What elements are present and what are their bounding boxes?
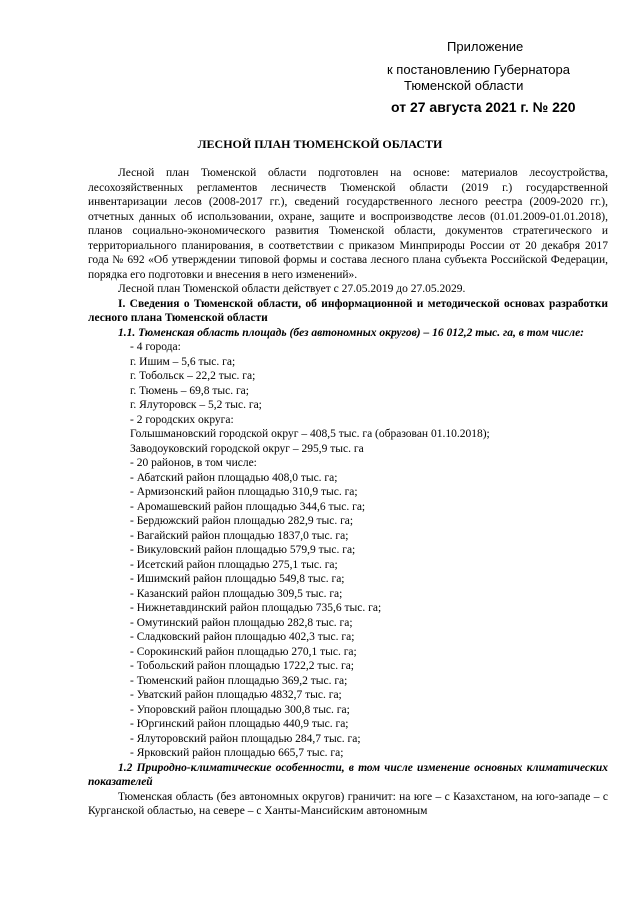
section-1-heading: I. Сведения о Тюменской области, об информационной и методической основах разработки лесного плана Тюменской области xyxy=(88,297,608,324)
intro-paragraph-validity: Лесной план Тюменской области действует с 27.05.2019 до 27.05.2029. xyxy=(118,283,466,295)
urban-districts-header: - 2 городских округа: xyxy=(130,413,234,426)
urban-district-item: Заводоуковский городской округ – 295,9 тыс. га xyxy=(130,442,364,455)
region-item: - Исетский район площадью 275,1 тыс. га; xyxy=(130,558,338,571)
city-item: г. Тюмень – 69,8 тыс. га; xyxy=(130,384,249,397)
city-item: г. Тобольск – 22,2 тыс. га; xyxy=(130,370,256,382)
region-item: - Армизонский район площадью 310,9 тыс. га; xyxy=(130,486,358,498)
document-body xyxy=(88,166,608,819)
region-item: - Сорокинский район площадью 270,1 тыс. га; xyxy=(130,645,357,658)
annex-region: Тюменской области xyxy=(404,78,524,93)
regions-header: - 20 районов, в том числе: xyxy=(130,457,257,469)
borders-paragraph: Тюменская область (без автономных округов) граничит: на юге – с Казахстаном, на юго-западе – с Курганской областью, на севере – с Ханты-Мансийским автономным xyxy=(88,790,608,817)
region-item: - Тобольский район площадью 1722,2 тыс. га; xyxy=(130,660,354,672)
region-item: - Ярковский район площадью 665,7 тыс. га; xyxy=(130,747,344,759)
region-item: - Ишимский район площадью 549,8 тыс. га; xyxy=(130,573,345,585)
region-item: - Ялуторовский район площадью 284,7 тыс. га; xyxy=(130,732,361,745)
region-item: - Уватский район площадью 4832,7 тыс. га; xyxy=(130,689,342,701)
subsection-1-1-heading: 1.1. Тюменская область площадь (без автономных округов) – 16 012,2 тыс. га, в том числе: xyxy=(118,326,585,339)
subsection-1-2-heading: 1.2 Природно-климатические особенности, в том числе изменение основных климатических показателей xyxy=(88,761,608,788)
region-item: - Аромашевский район площадью 344,6 тыс. га; xyxy=(130,500,366,513)
document-title: ЛЕСНОЙ ПЛАН ТЮМЕНСКОЙ ОБЛАСТИ xyxy=(197,137,443,151)
cities-header: - 4 города: xyxy=(130,341,181,353)
city-item: г. Ишим – 5,6 тыс. га; xyxy=(130,355,236,368)
annex-label: Приложение xyxy=(447,39,524,54)
region-item: - Бердюжский район площадью 282,9 тыс. га; xyxy=(130,515,354,527)
region-item: - Казанский район площадью 309,5 тыс. га; xyxy=(130,587,343,600)
intro-paragraph-basis: Лесной план Тюменской области подготовлен на основе: материалов лесоустройства, лесохозяйственных регламентов лесничеств Тюменской области (2019 г.) государственной инвентаризации лесов (2008-2017 гг.), сведений государственного лесного реестра (2009-2020 гг.), отчетных данных об использовании, охране, защите и воспроизводстве лесов (01.01.2009-01.01.2018), планов социально-экономического развития Тюменской области, документов стратегического и территориального планирования, в соответствии с приказом Минприроды России от 20 декабря 2017 года № 692 «Об утверждении типовой формы и состава лесного плана субъекта Российской Федерации, порядка его подготовки и внесения в него изменений». xyxy=(88,167,608,281)
region-item: - Викуловский район площадью 579,9 тыс. га; xyxy=(130,544,356,556)
region-item: - Абатский район площадью 408,0 тыс. га; xyxy=(130,471,338,484)
annex-decree-ref: к постановлению Губернатора xyxy=(387,62,570,77)
region-item: - Упоровский район площадью 300,8 тыс. га; xyxy=(130,703,350,716)
region-item: - Омутинский район площадью 282,8 тыс. га; xyxy=(130,616,353,629)
region-item: - Тюменский район площадью 369,2 тыс. га; xyxy=(130,674,348,687)
region-item: - Вагайский район площадью 1837,0 тыс. га; xyxy=(130,529,349,542)
region-item: - Нижнетавдинский район площадью 735,6 тыс. га; xyxy=(130,602,382,614)
annex-date-number: от 27 августа 2021 г. № 220 xyxy=(391,99,576,115)
city-item: г. Ялуторовск – 5,2 тыс. га; xyxy=(130,399,262,411)
region-item: - Юргинский район площадью 440,9 тыс. га; xyxy=(130,718,349,730)
urban-district-item: Голышмановский городской округ – 408,5 тыс. га (образован 01.10.2018); xyxy=(130,428,490,440)
region-item: - Сладковский район площадью 402,3 тыс. га; xyxy=(130,631,355,643)
